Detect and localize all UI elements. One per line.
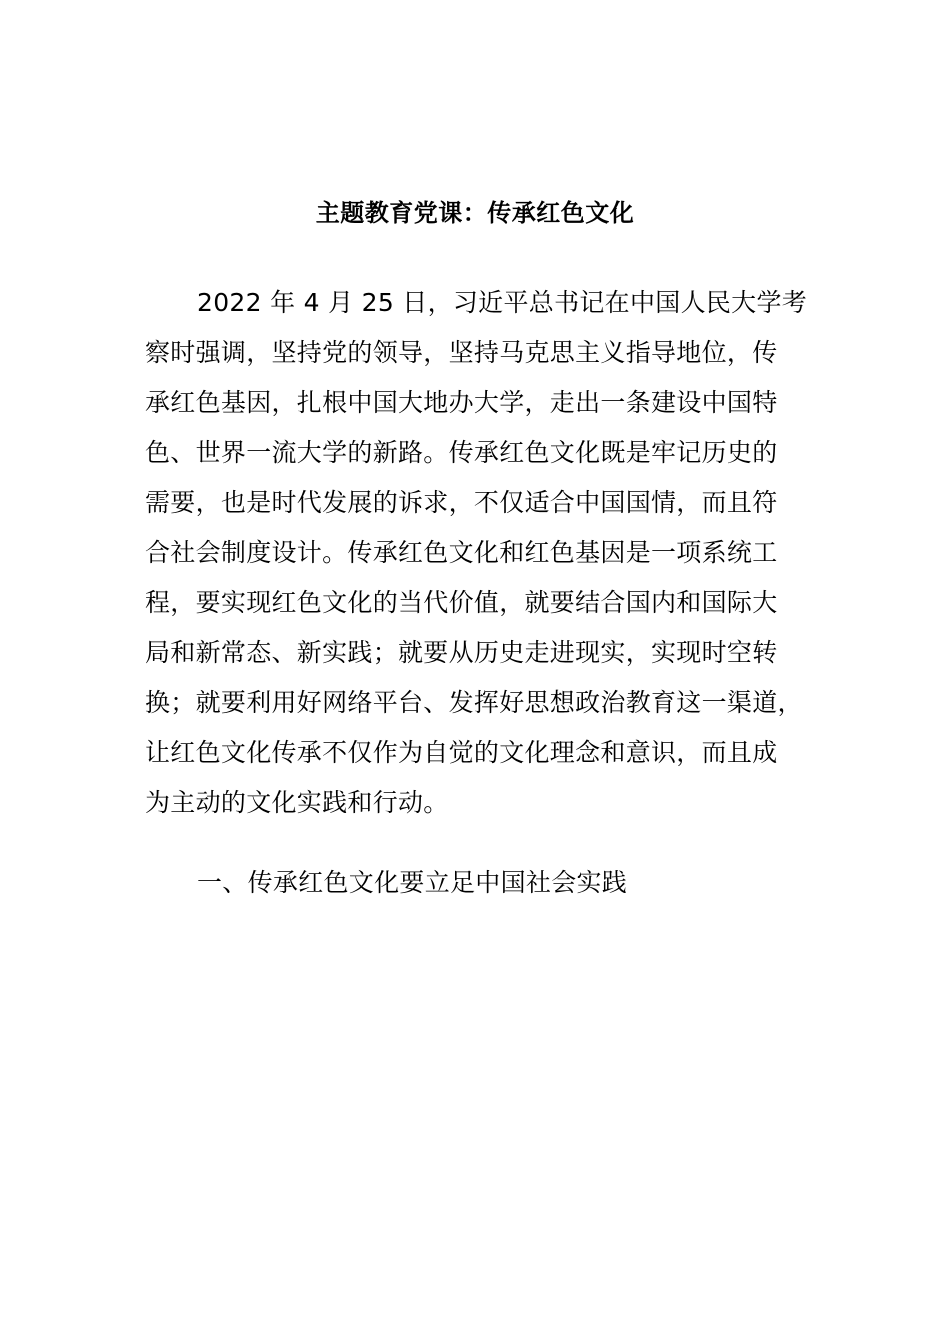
paragraph-line: 察时强调，坚持党的领导，坚持马克思主义指导地位，传 xyxy=(145,338,778,367)
paragraph-line: 合社会制度设计。传承红色文化和红色基因是一项系统工 xyxy=(145,538,778,567)
paragraph-line: 让红色文化传承不仅作为自觉的文化理念和意识，而且成 xyxy=(145,738,778,767)
section-heading: 一、传承红色文化要立足中国社会实践 xyxy=(197,868,628,897)
paragraph-line: 局和新常态、新实践；就要从历史走进现实，实现时空转 xyxy=(145,638,778,667)
paragraph-line: 色、世界一流大学的新路。传承红色文化既是牢记历史的 xyxy=(145,438,778,467)
paragraph-line: 程，要实现红色文化的当代价值，就要结合国内和国际大 xyxy=(145,588,778,617)
paragraph-line: 承红色基因，扎根中国大地办大学，走出一条建设中国特 xyxy=(145,388,778,417)
paragraph-line: 为主动的文化实践和行动。 xyxy=(145,788,449,817)
paragraph-line: 换；就要利用好网络平台、发挥好思想政治教育这一渠道， xyxy=(145,688,803,717)
document-title: 主题教育党课：传承红色文化 xyxy=(315,199,635,227)
paragraph-line: 需要，也是时代发展的诉求，不仅适合中国国情，而且符 xyxy=(145,488,778,517)
intro-paragraph xyxy=(145,278,811,828)
paragraph-line: 2022 年 4 月 25 日，习近平总书记在中国人民大学考 xyxy=(197,288,808,317)
